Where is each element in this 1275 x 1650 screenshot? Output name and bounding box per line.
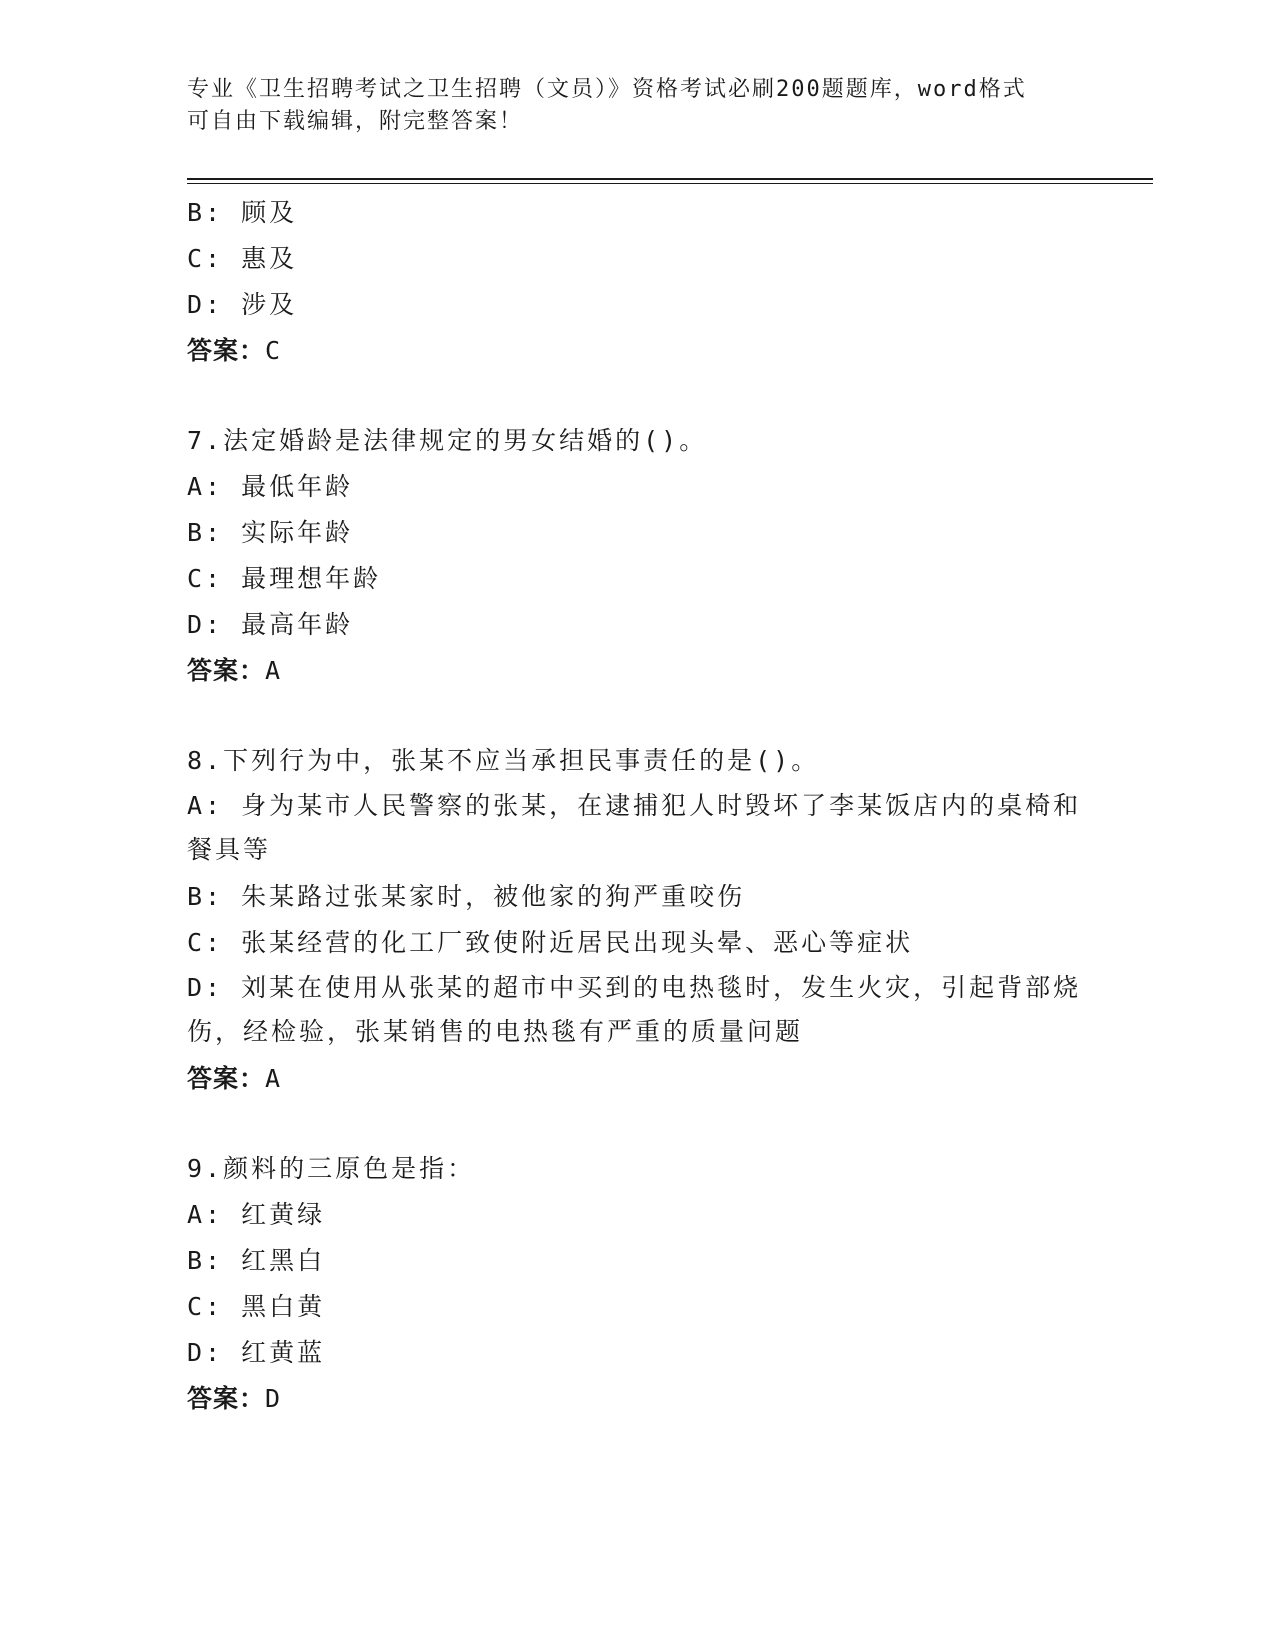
answer-line bbox=[187, 1056, 1087, 1102]
option-b: B: 实际年龄 bbox=[187, 518, 354, 547]
question-text: 9.颜料的三原色是指： bbox=[187, 1154, 476, 1183]
option-d: D: 刘某在使用从张某的超市中买到的电热毯时，发生火灾，引起背部烧伤，经检验，张某销售的电热毯有严重的质量问题 bbox=[187, 973, 1082, 1046]
option-d: D: 红黄蓝 bbox=[187, 1338, 326, 1367]
header-title-line-1: 专业《卫生招聘考试之卫生招聘（文员）》资格考试必刷200题题库，word格式 bbox=[187, 77, 1027, 102]
option-c: C: 惠及 bbox=[187, 244, 298, 273]
question-text: 8.下列行为中，张某不应当承担民事责任的是()。 bbox=[187, 746, 820, 775]
option-a: A: 最低年龄 bbox=[187, 472, 354, 501]
header-divider-thick bbox=[187, 178, 1153, 180]
option-b: B: 顾及 bbox=[187, 198, 298, 227]
answer-label: 答案： bbox=[187, 656, 266, 685]
answer-line bbox=[187, 1376, 1087, 1422]
answer-line bbox=[187, 328, 1087, 374]
option-a: A: 身为某市人民警察的张某，在逮捕犯人时毁坏了李某饭店内的桌椅和餐具等 bbox=[187, 791, 1082, 864]
option-a: A: 红黄绿 bbox=[187, 1200, 326, 1229]
answer-value: A bbox=[265, 1064, 284, 1093]
answer-label: 答案： bbox=[187, 1384, 266, 1413]
document-header bbox=[187, 74, 1067, 138]
answer-value: A bbox=[265, 656, 284, 685]
question-7 bbox=[187, 418, 1087, 694]
answer-value: C bbox=[265, 336, 284, 365]
option-b: B: 朱某路过张某家时，被他家的狗严重咬伤 bbox=[187, 882, 746, 911]
question-8 bbox=[187, 738, 1087, 1102]
question-9 bbox=[187, 1146, 1087, 1422]
answer-label: 答案： bbox=[187, 336, 266, 365]
question-text: 7.法定婚龄是法律规定的男女结婚的()。 bbox=[187, 426, 708, 455]
answer-line bbox=[187, 648, 1087, 694]
header-divider-thin bbox=[187, 183, 1153, 184]
continued-question bbox=[187, 190, 1087, 374]
header-title-line-2: 可自由下载编辑，附完整答案！ bbox=[187, 109, 524, 134]
answer-label: 答案： bbox=[187, 1064, 266, 1093]
option-c: C: 最理想年龄 bbox=[187, 564, 382, 593]
option-d: D: 涉及 bbox=[187, 290, 298, 319]
option-b: B: 红黑白 bbox=[187, 1246, 326, 1275]
question-list bbox=[187, 190, 1087, 1422]
option-c: C: 张某经营的化工厂致使附近居民出现头晕、恶心等症状 bbox=[187, 928, 914, 957]
answer-value: D bbox=[265, 1384, 284, 1413]
option-d: D: 最高年龄 bbox=[187, 610, 354, 639]
option-c: C: 黑白黄 bbox=[187, 1292, 326, 1321]
